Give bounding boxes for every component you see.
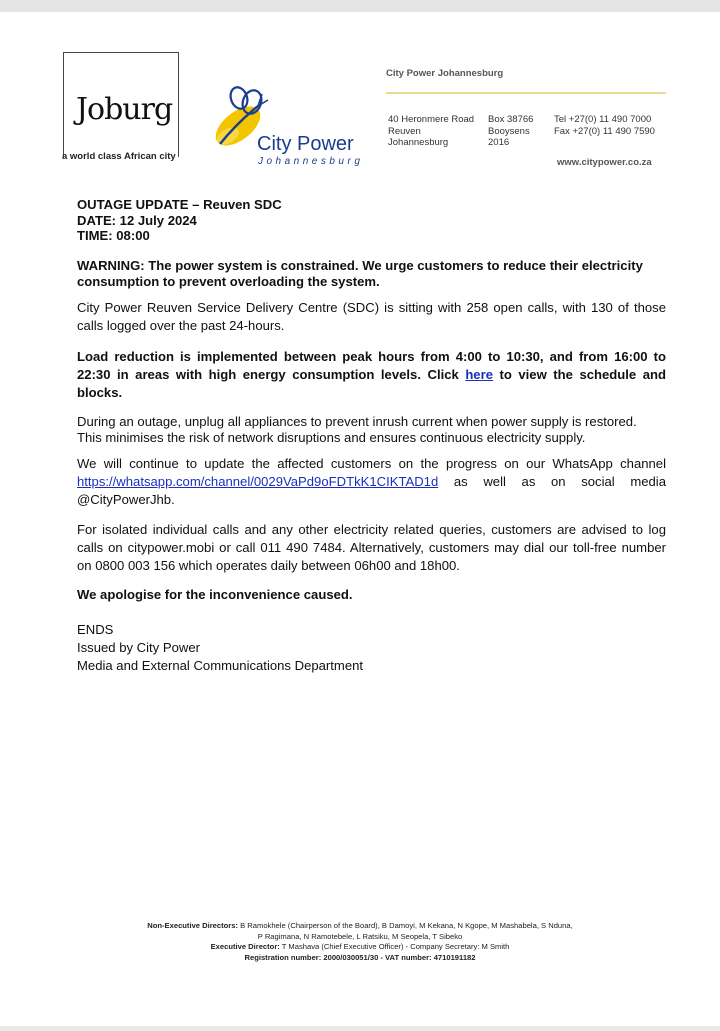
nonexec-label: Non-Executive Directors: bbox=[147, 921, 238, 930]
outage-advice-line: During an outage, unplug all appliances to prevent inrush current when power supply is restored. bbox=[77, 414, 637, 429]
letterhead-rule bbox=[386, 92, 666, 94]
exec-label: Executive Director: bbox=[210, 942, 280, 951]
whatsapp-paragraph bbox=[77, 455, 666, 509]
ends-line: ENDS bbox=[77, 622, 114, 637]
registration-value: 2000/030051/30 - VAT number: 4710191182 bbox=[321, 952, 476, 962]
joburg-logo: Joburg bbox=[76, 92, 173, 127]
warning-paragraph: WARNING: The power system is constrained. We urge customers to reduce their electricity consumption to prevent overloading the system. bbox=[77, 258, 643, 289]
outage-advice-line: This minimises the risk of network disruptions and ensures continuous electricity supply. bbox=[77, 429, 586, 445]
load-reduction-text-end: to view the schedule and blocks. bbox=[77, 367, 667, 400]
citypower-logo-text: City Power bbox=[257, 133, 354, 155]
update-title: OUTAGE UPDATE – Reuven SDC bbox=[77, 197, 282, 212]
open-calls-paragraph: City Power Reuven Service Delivery Centre (SDC) is sitting with 258 open calls, with 130 of those calls logged over the past 24-hours. bbox=[77, 300, 666, 333]
load-reduction-text: Load reduction is implemented between peak hours from 4:00 to 10:30, and from 16:00 to 22:30 in areas with high energy consumption levels. Click bbox=[77, 349, 666, 382]
exec-director-line bbox=[60, 942, 660, 953]
update-time: TIME: 08:00 bbox=[77, 228, 150, 243]
postal-block bbox=[488, 114, 533, 149]
whatsapp-channel-link[interactable]: https://whatsapp.com/channel/0029VaPd9oFDTkK1CIKTAD1d bbox=[77, 474, 439, 489]
nonexec-directors-line bbox=[60, 921, 660, 932]
whatsapp-text: We will continue to update the affected customers on the progress on our WhatsApp channel bbox=[77, 456, 666, 471]
website: www.citypower.co.za bbox=[557, 157, 652, 168]
directors-footer bbox=[60, 921, 660, 963]
load-reduction-paragraph bbox=[77, 348, 666, 402]
nonexec-names: B Ramokhele (Chairperson of the Board), B Damoyi, M Kekana, N Kgope, M Mashabela, S Nduna, bbox=[238, 921, 573, 930]
address-block bbox=[388, 114, 474, 149]
address-line: Reuven bbox=[388, 125, 421, 137]
apology-line: We apologise for the inconvenience caused. bbox=[77, 587, 353, 602]
postal-line: Box 38766 bbox=[488, 114, 534, 125]
postal-line: 2016 bbox=[488, 137, 510, 148]
issued-by-line: Issued by City Power bbox=[77, 640, 200, 655]
fax: Fax +27(0) 11 490 7590 bbox=[554, 125, 655, 137]
queries-paragraph: For isolated individual calls and any other electricity related queries, customers are advised to log calls on citypower.mobi or call 011 490 7484. Alternatively, customers may dial our toll-free number on 0800 003 156 which operates daily between 06h00 and 18h00. bbox=[77, 522, 666, 573]
department-line: Media and External Communications Department bbox=[77, 658, 364, 673]
registration-line bbox=[60, 953, 660, 964]
joburg-tagline: a world class African city bbox=[62, 151, 176, 162]
address-line: Johannesburg bbox=[388, 137, 449, 148]
citypower-logo-subtext: Johannesburg bbox=[258, 156, 364, 167]
schedule-here-link[interactable]: here bbox=[465, 367, 493, 382]
nonexec-directors-line-2: P Ragimana, N Ramotebele, L Ratsiku, M Seopela, T Sibeko bbox=[257, 931, 463, 941]
phone-block bbox=[554, 114, 655, 137]
update-date: DATE: 12 July 2024 bbox=[77, 212, 197, 228]
company-title: City Power Johannesburg bbox=[386, 68, 504, 79]
update-header bbox=[77, 197, 666, 244]
postal-line: Booysens bbox=[488, 125, 530, 137]
address-line: 40 Heronmere Road bbox=[388, 114, 475, 125]
registration-label: Registration number: bbox=[244, 952, 322, 962]
viewer-top-bar bbox=[0, 0, 720, 12]
telephone: Tel +27(0) 11 490 7000 bbox=[554, 114, 652, 125]
whatsapp-text-end: as well as on social media @CityPowerJhb. bbox=[77, 474, 666, 507]
closing-block bbox=[77, 621, 666, 675]
exec-names: T Mashava (Chief Executive Officer) - Company Secretary: M Smith bbox=[279, 942, 510, 951]
outage-advice-paragraph bbox=[77, 414, 666, 445]
